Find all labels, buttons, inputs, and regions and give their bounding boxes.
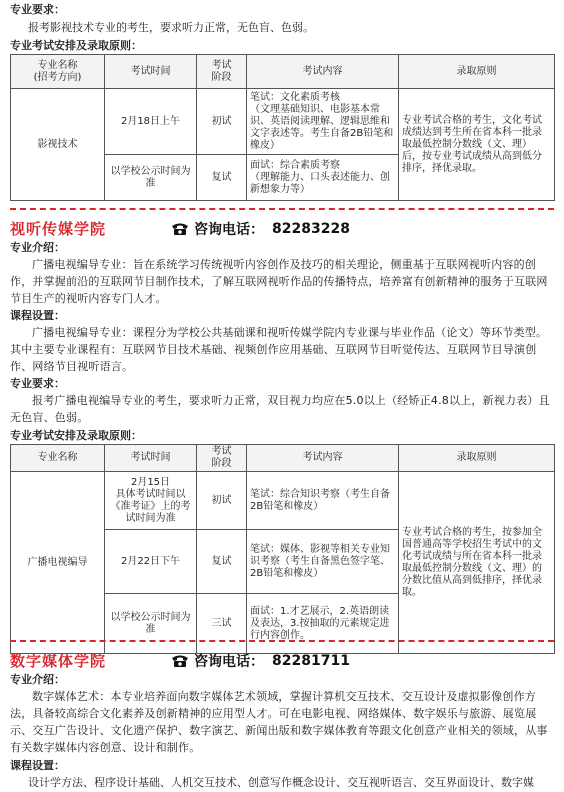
college-header-1 [10,218,350,239]
college-name: 视听传媒学院 [10,220,107,238]
intro-heading: 专业介绍： [10,673,65,686]
course-text: 广播电视编导专业：课程分为学校公共基础课和视听传媒学院内专业课与毕业作品（论文）等环节类型。其中主要专业课程有：互联网节目技术基础、视频创作应用基础、互联网节目听觉传达、互联网节目导演创作、网络节目视听语言。 [10,326,548,373]
content-cell: 笔试：文化素质考核 （文理基础知识、电影基本常识、英语阅读理解、逻辑思维和文字表述等。考生自备2B铅笔和橡皮） [247,89,399,155]
stage-cell: 复试 [197,155,247,201]
header-major: 专业名称 [11,445,105,472]
phone-label: 咨询电话： [194,221,265,238]
req-text: 报考广播电视编导专业的考生，要求听力正常，双目视力均应在5.0以上（经矫正4.8以上，新视力表）且无色盲、色弱。 [10,394,550,424]
header-stage: 考试 阶段 [197,55,247,89]
table-row [11,472,555,530]
content-cell: 笔试：综合知识考察（考生自备2B铅笔和橡皮） [247,472,399,530]
stage-cell: 复试 [197,530,247,594]
stage-cell: 初试 [197,472,247,530]
major-cell: 广播电视编导 [11,472,105,654]
intro-heading: 专业介绍： [10,241,65,254]
req-heading: 专业要求： [10,377,65,390]
arrangement-heading: 专业考试安排及录取原则： [10,39,142,52]
phone-label: 咨询电话： [194,653,265,670]
time-cell: 2月18日上午 [105,89,197,155]
req-heading: 专业要求： [10,3,65,16]
principle-cell: 专业考试合格的考生，按参加全国普通高等学校招生考试中的文化考试成绩与所在省本科一批录取最低控制分数线（文、理）的分数比值从高到低排序，择优录取。 [399,472,555,654]
phone-block [170,651,350,671]
content-cell: 笔试：媒体、影视等相关专业知识考察（考生自备黑色签字笔、2B铅笔和橡皮） [247,530,399,594]
major-cell: 影视技术 [11,89,105,201]
phone-block [170,219,350,239]
time-cell: 以学校公示时间为准 [105,155,197,201]
exam-table-2 [10,444,555,654]
header-time: 考试时间 [105,55,197,89]
table-row [11,89,555,155]
header-stage: 考试 阶段 [197,445,247,472]
header-time: 考试时间 [105,445,197,472]
arrangement-heading: 专业考试安排及录取原则： [10,429,142,442]
content-cell: 面试：1.才艺展示，2.英语朗读及表达，3.按抽取的元素规定进行内容创作。 [247,594,399,654]
phone-icon [170,654,190,668]
phone-number: 82283228 [272,220,350,237]
header-principle: 录取原则 [399,445,555,472]
phone-number: 82281711 [272,652,350,669]
time-cell: 2月15日 具体考试时间以《准考证》上的考试时间为准 [105,472,197,530]
header-principle: 录取原则 [399,55,555,89]
phone-icon [170,222,190,236]
course-heading: 课程设置： [10,309,65,322]
header-content: 考试内容 [247,445,399,472]
time-cell: 以学校公示时间为准 [105,594,197,654]
college-header-2 [10,650,350,671]
header-major: 专业名称 (招考方向) [11,55,105,89]
stage-cell: 三试 [197,594,247,654]
course-text: 设计学方法、程序设计基础、人机交互技术、创意写作概念设计、交互视听语言、交互界面设计、数字媒 [28,776,534,789]
section-divider [10,640,554,642]
content-cell: 面试：综合素质考察 （理解能力、口头表述能力、创新想象力等） [247,155,399,201]
stage-cell: 初试 [197,89,247,155]
course-heading: 课程设置： [10,759,65,772]
header-content: 考试内容 [247,55,399,89]
intro-text: 数字媒体艺术：本专业培养面向数字媒体艺术领域，掌握计算机交互技术、交互设计及虚拟影像创作方法，具备较高综合文化素养及创新精神的应用型人才。可在电影电视、网络媒体、数字娱乐与旅游、展览展示、交互广告设计、文化遗产保护、数字演艺、新闻出版和数字媒体教育等跟文化创意产业相关的领域，从事有关数字媒体内容创意、设计和制作。 [10,690,548,754]
intro-text: 广播电视编导专业：旨在系统学习传统视听内容创作及技巧的相关理论，侧重基于互联网视听内容的创作，并掌握前沿的互联网节目制作技术，了解互联网视听作品的传播特点，培养富有创新精神的服务于互联网节目生产的视听内容专门人才。 [10,258,548,305]
college-name: 数字媒体学院 [10,652,107,670]
principle-cell: 专业考试合格的考生，文化考试成绩达到考生所在省本科一批录取最低控制分数线（文、理）后，按专业考试成绩从高到低分排序，择优录取。 [399,89,555,201]
time-cell: 2月22日下午 [105,530,197,594]
section-divider [10,208,554,210]
exam-table-1 [10,54,555,201]
req-text: 报考影视技术专业的考生，要求听力正常，无色盲、色弱。 [28,21,314,34]
